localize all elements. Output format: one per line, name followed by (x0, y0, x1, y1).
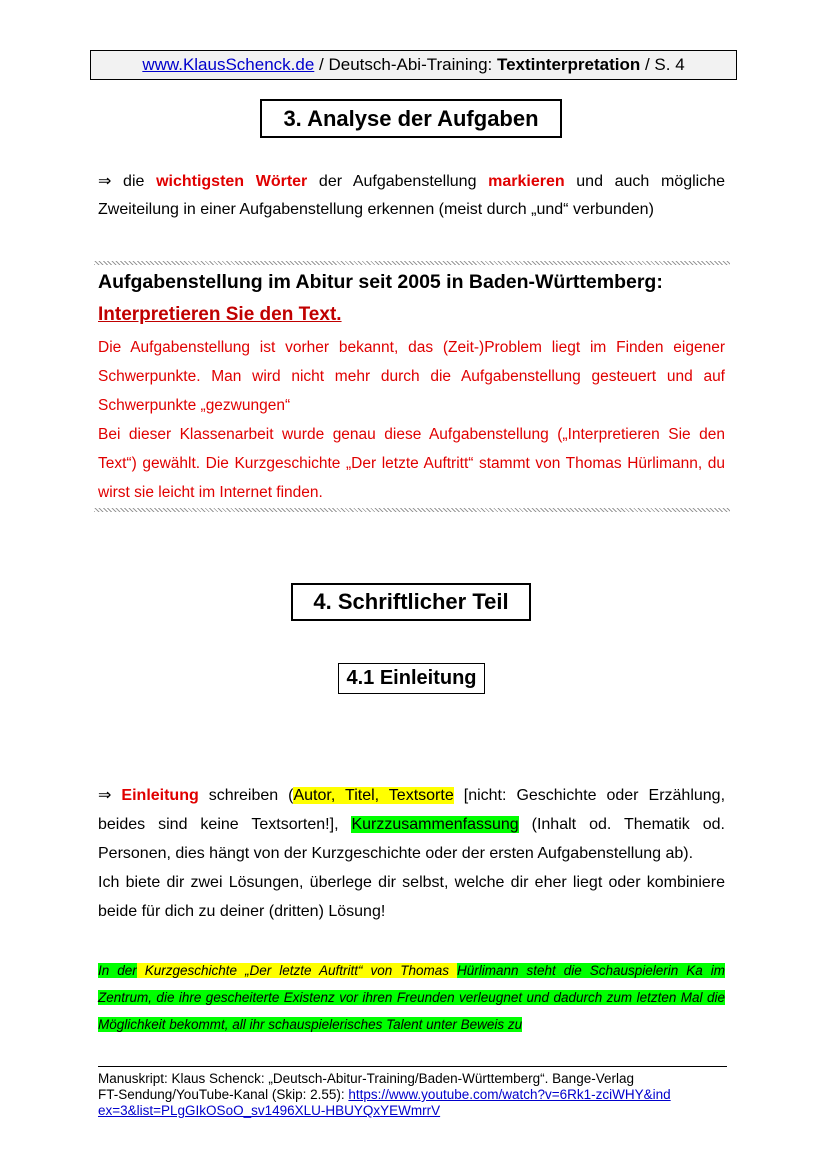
task-statement: Interpretieren Sie den Text. (98, 304, 342, 325)
highlight-introduction: Einleitung (121, 787, 199, 804)
arrow-icon: ⇒ (98, 173, 112, 190)
header-title-bold: Textinterpretation (496, 55, 641, 74)
highlight-important-words: wichtigsten Wörter (156, 173, 308, 190)
example-introduction: In der Kurzgeschichte „Der letzte Auftritt“ von Thomas Hürlimann steht die Schauspielerin Ka im Zentrum, die ihre gescheiterte Existenz vor ihren Freunden verleugnet und dadurch zum letzten Mal die Möglichkeit bekommt, all ihr schauspielerisches Talent unter Beweis zu (98, 963, 726, 1032)
youtube-link[interactable]: https://www.youtube.com/watch?v=6Rk1-zciWHY&index=3&list=PLgGIkOSoO_sv1496XLU-HBUYQxYEWmrrV (98, 1087, 671, 1118)
footer-rule (98, 1066, 727, 1067)
highlight-summary: Kurzzusammenfassung (351, 816, 519, 833)
footer-video-line: FT-Sendung/YouTube-Kanal (Skip: 2.55): https://www.youtube.com/watch?v=6Rk1-zciWHY&index=3&list=PLgGIkOSoO_sv1496XLU-HBUYQxYEWmrrV (98, 1087, 671, 1118)
highlight-mark: markieren (488, 173, 565, 190)
section-4-title: 4. Schriftlicher Teil (291, 583, 531, 621)
section-4-paragraph-2: Ich biete dir zwei Lösungen, überlege dir selbst, welche dir eher liegt oder kombiniere beide für dich zu deiner (dritten) Lösung! (98, 874, 725, 920)
arrow-icon: ⇒ (98, 787, 112, 804)
task-explanation-1: Die Aufgabenstellung ist vorher bekannt, das (Zeit-)Problem liegt im Finden eigener Schwerpunkte. Man wird nicht mehr durch die Aufgabenstellung gesteuert und auf Schwerpunkte „gezwungen“ (98, 339, 725, 414)
section-3-title: 3. Analyse der Aufgaben (260, 99, 562, 138)
website-link[interactable]: www.KlausSchenck.de (142, 55, 315, 74)
section-3-paragraph: ⇒ die wichtigsten Wörter der Aufgabenstellung markieren und auch mögliche Zweiteilung in einer Aufgabenstellung erkennen (meist durch „und“ verbunden) (98, 173, 730, 218)
highlight-author-title-type: Autor, Titel, Textsorte (293, 787, 454, 804)
page-header (90, 50, 737, 80)
footer-manuscript: Manuskript: Klaus Schenck: „Deutsch-Abitur-Training/Baden-Württemberg“. Bange-Verlag (98, 1071, 634, 1086)
task-explanation-2: Bei dieser Klassenarbeit wurde genau diese Aufgabenstellung („Interpretieren Sie den Text“) gewählt. Die Kurzgeschichte „Der letzte Auftritt“ stammt von Thomas Hürlimann, du wirst sie leicht im Internet finden. (98, 426, 725, 501)
task-heading: Aufgabenstellung im Abitur seit 2005 in Baden-Württemberg: (98, 271, 663, 293)
header-page-number: / S. 4 (640, 55, 685, 74)
section-4-paragraph: ⇒ Einleitung schreiben (Autor, Titel, Textsorte [nicht: Geschichte oder Erzählung, beides sind keine Textsorten!], Kurzzusammenfassung (Inhalt od. Thematik od. Personen, dies hängt von der Kurzgeschichte oder der ersten Aufgabenstellung ab). (98, 787, 730, 862)
divider-top (94, 261, 730, 265)
header-title-prefix: / Deutsch-Abi-Training: (314, 55, 497, 74)
divider-bottom (94, 508, 730, 512)
footer (98, 1071, 738, 1119)
section-4-1-title: 4.1 Einleitung (338, 663, 485, 694)
